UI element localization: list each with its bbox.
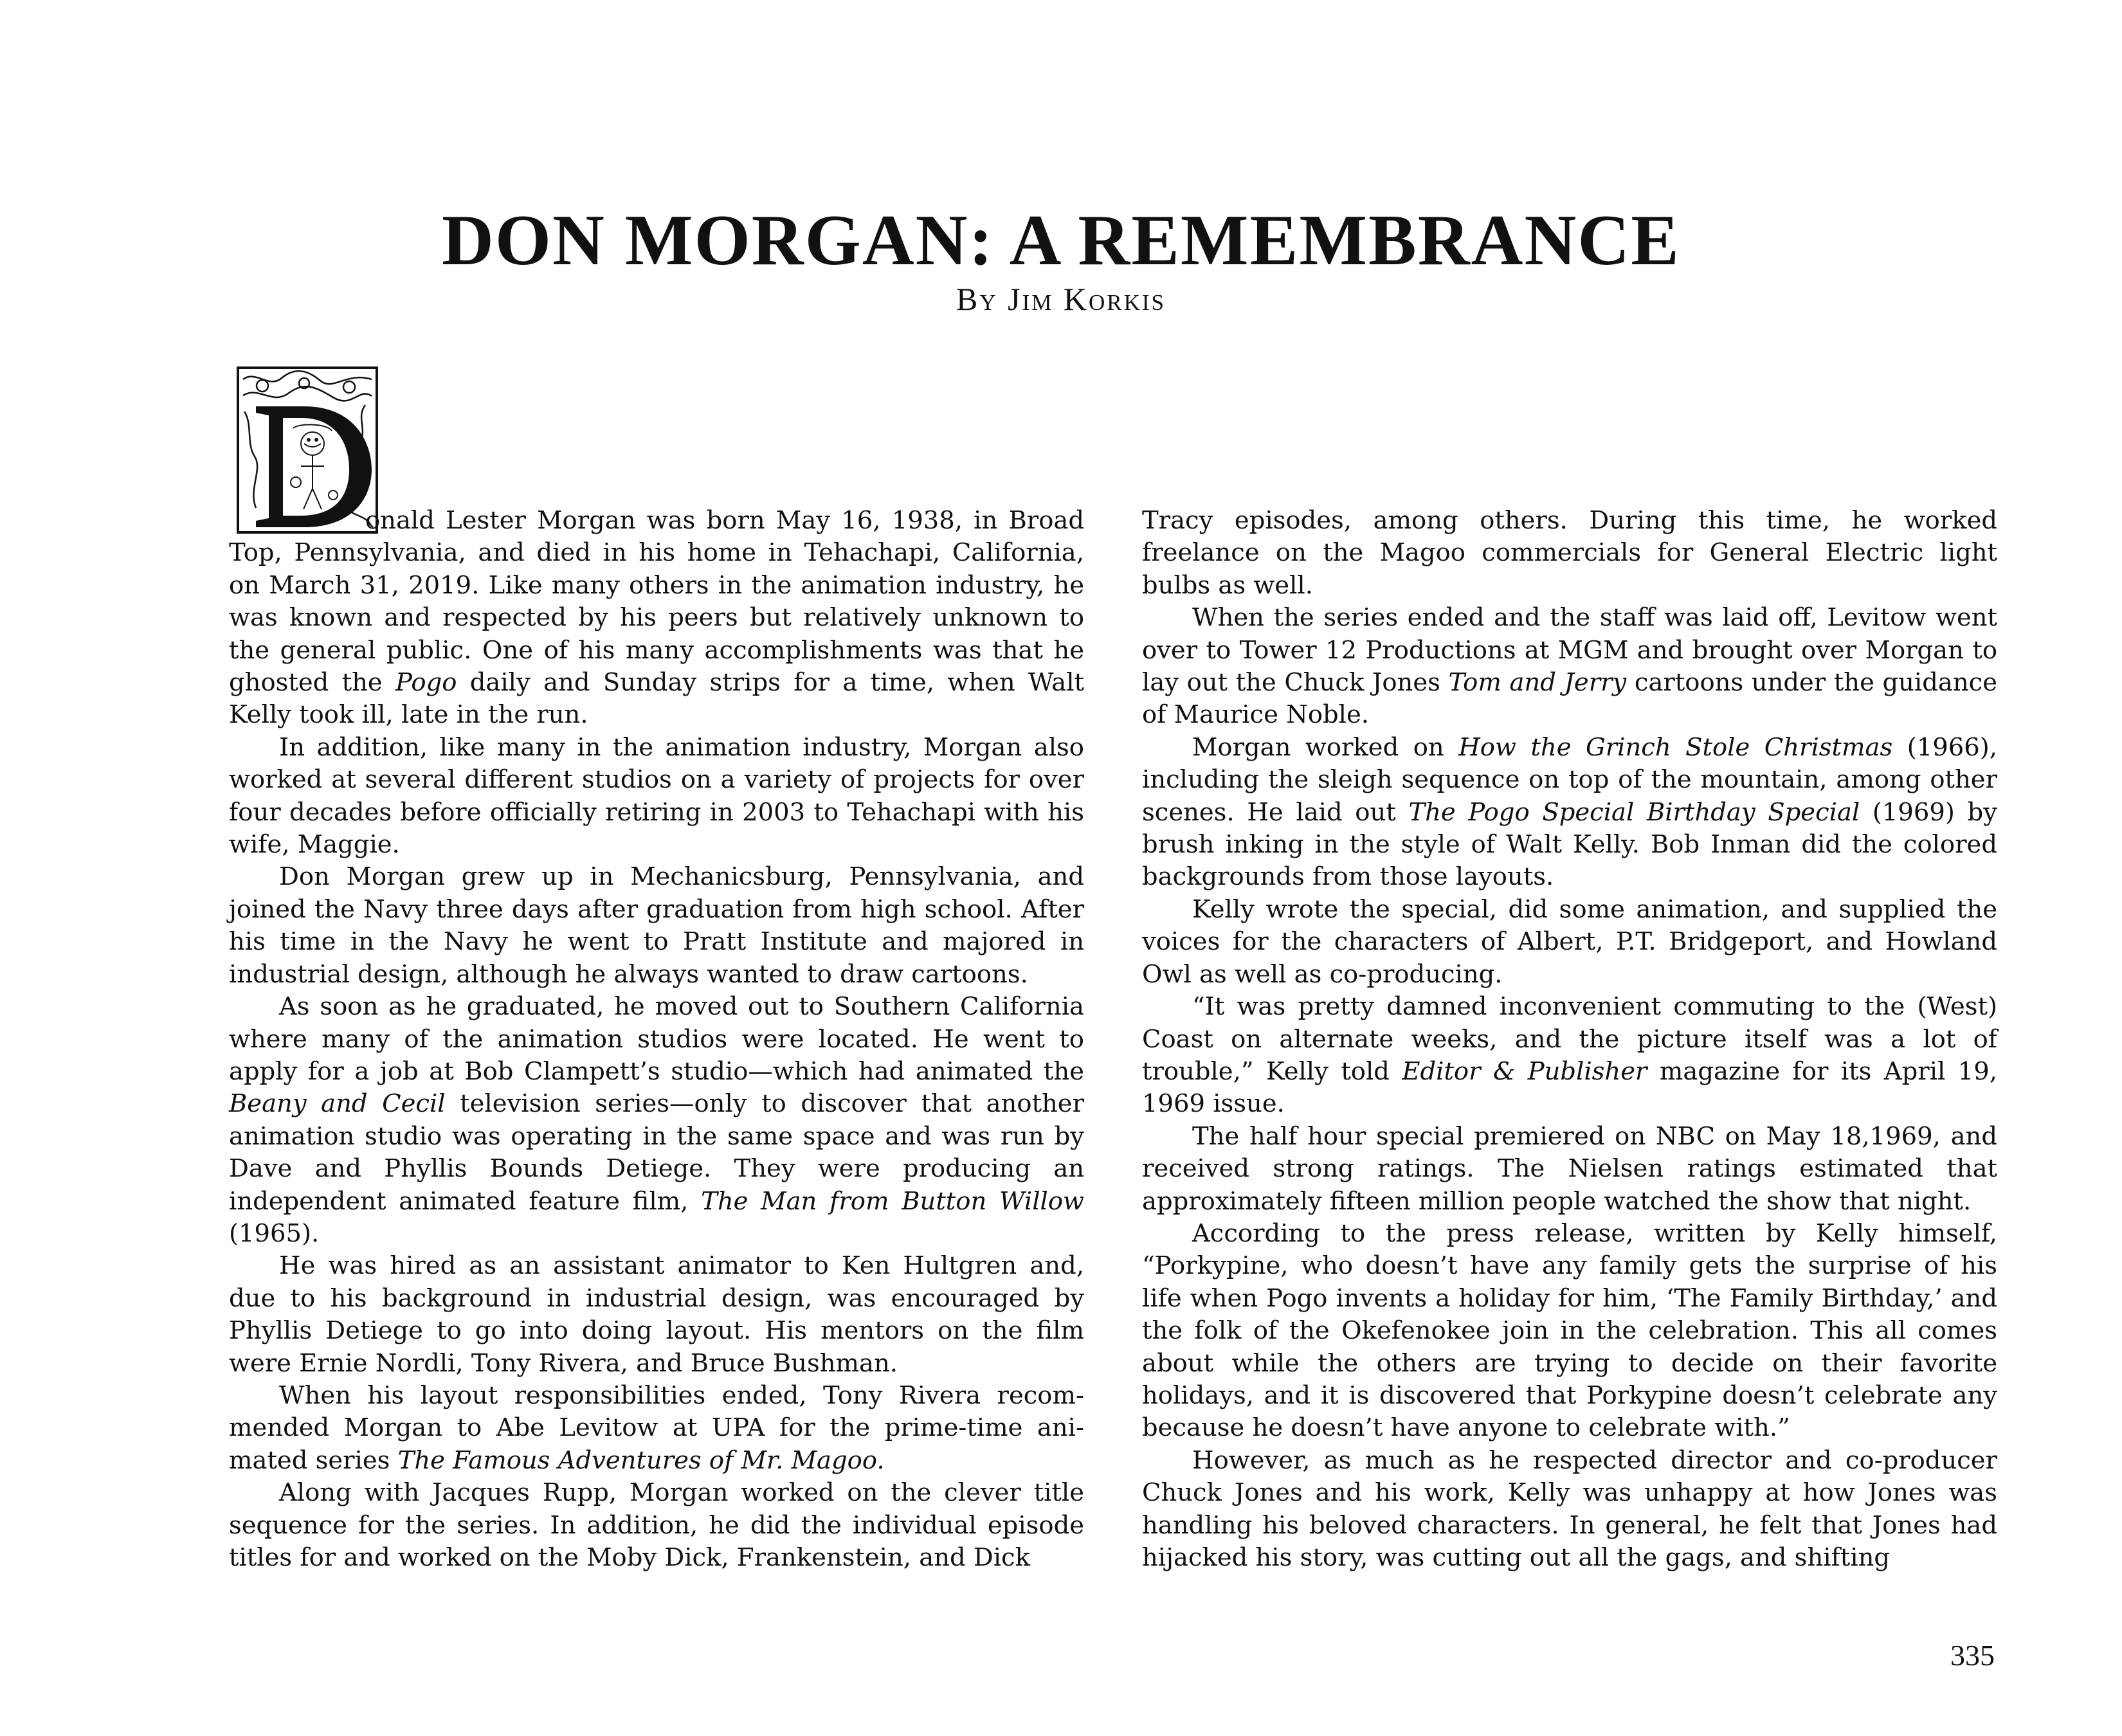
paragraph: In addition, like many in the animation industry, Morgan also worked at several different studios on a variety of projects for over four decades before officially retiring in 2003 to Tehachapi with his wife, Maggie. [229,732,1084,860]
page-number: 335 [1950,1639,1995,1672]
paragraph: However, as much as he respected director and co-producer Chuck Jones and his work, Kelly was unhappy at how Jones was handling his beloved characters. In general, he felt that Jones had hijacked his story, was cutting out all the gags, and shifting [1142,1445,1997,1572]
paragraph: According to the press release, written by Kelly himself, “Porkypine, who doesn’t have any family gets the surprise of his life when Pogo invents a holiday for him, ‘The Family Birthday,’ and the folk of the Okefenokee join in the celebration. This all comes about while the others are trying to decide on their favorite holidays, and it is discovered that Porkypine doesn’t celebrate any because he doesn’t have anyone to celebrate with.” [1142,1218,1997,1443]
paragraph: He was hired as an assistant animator to Ken Hultgren and, due to his background in industrial design, was encouraged by Phyllis Detiege to go into doing layout. His mentors on the film were Ernie Nordli, Tony Rivera, and Bruce Bushman. [229,1251,1084,1378]
left-column [229,505,1084,1574]
byline [0,283,2122,315]
paragraph: The half hour special premiered on NBC on May 18,1969, and received strong ratings. The Nielsen ratings estimated that approximately fifteen million people watched the show that night. [1142,1121,1997,1216]
paragraph: onald Lester Morgan was born May 16, 1938, in Broad Top, Pennsylvania, and died in his home in Tehachapi, California, on March 31, 2019. Like many others in the animation industry, he was known and respected by his peers but relatively unknown to the general public. One of his many accomplishments was that he ghosted the Pogo daily and Sunday strips for a time, when Walt Kelly took ill, late in the run. [229,506,1084,730]
paragraph: “It was pretty damned inconvenient commuting to the (West) Coast on alternate weeks, and the picture itself was a lot of trouble,” Kelly told Editor & Publisher magazine for its April 19, 1969 issue. [1142,992,1998,1119]
right-column [1142,505,1997,1574]
paragraph: Tracy episodes, among others. During this time, he worked freelance on the Magoo commercials for General Electric light bulbs as well. [1142,506,1997,600]
byline-prefix: By [956,281,998,317]
paragraph: Kelly wrote the special, did some animation, and supplied the voices for the characters of Albert, P.T. Bridgeport, and Howland Owl as well as co-producing. [1142,894,1997,989]
paragraph: Along with Jacques Rupp, Morgan worked on the clever title sequence for the series. In addition, he did the individual episode titles for and worked on the Moby Dick, Frankenstein, and Dick [229,1478,1084,1572]
paragraph: Don Morgan grew up in Mechanicsburg, Pennsylvania, and joined the Navy three days after graduation from high school. After his time in the Navy he went to Pratt Institute and majored in industrial design, although he always wanted to draw cartoons. [229,862,1084,989]
paragraph: As soon as he graduated, he moved out to Southern California where many of the animation studios were located. He went to apply for a job at Bob Clampett’s studio—which had animated the Beany and Cecil television series—only to discover that another animation studio was operating in the same space and was run by Dave and Phyllis Bounds Detiege. They were producing an independent animated feature film, The Man from Button Willow (1965). [229,992,1084,1248]
paragraph: When the series ended and the staff was laid off, Levitow went over to Tower 12 Productions at MGM and brought over Morgan to lay out the Chuck Jones Tom and Jerry cartoons under the guidance of Maurice Noble. [1142,603,1997,730]
byline-author: Jim Korkis [1008,281,1166,317]
article-title: DON MORGAN: A REMEMBRANCE [442,201,1680,280]
paragraph: When his layout responsibilities ended, Tony Rivera recommended Morgan to Abe Levitow at UPA for the prime-time animated series The Famous Adventures of Mr. Magoo. [229,1380,1084,1475]
paragraph: Morgan worked on How the Grinch Stole Christmas (1966), including the sleigh sequence on top of the mountain, among other scenes. He laid out The Pogo Special Birthday Special (1969) by brush inking in the style of Walt Kelly. Bob Inman did the colored backgrounds from those layouts. [1142,732,1997,892]
